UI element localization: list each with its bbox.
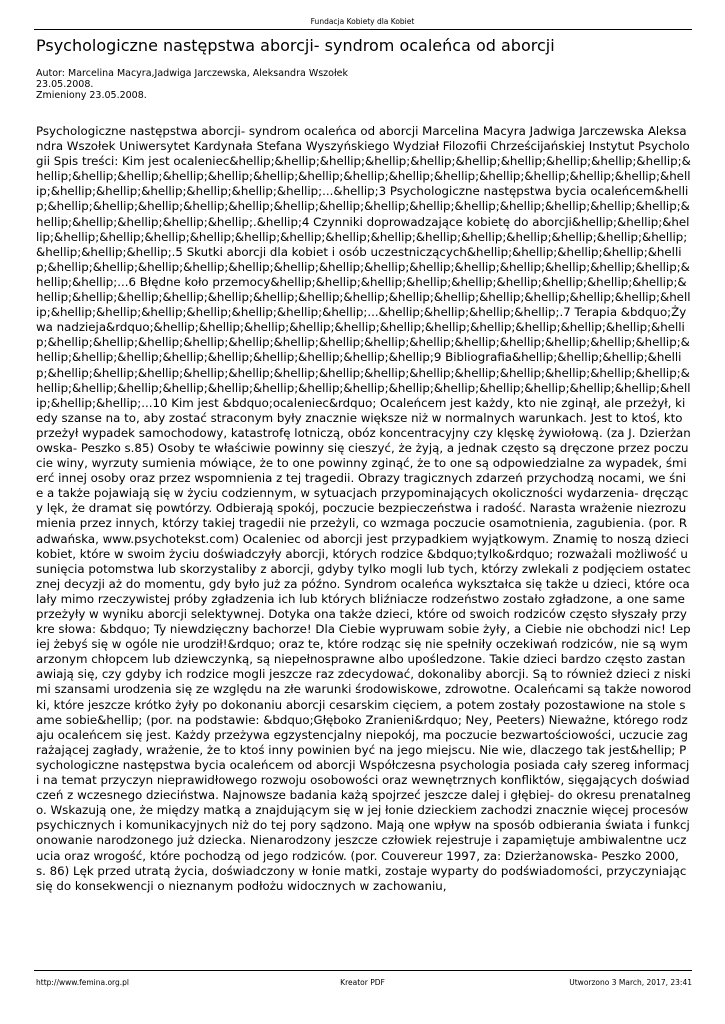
article-title: Psychologiczne następstwa aborcji- syndrom ocaleńca od aborcji	[36, 36, 555, 55]
article-body: Psychologiczne następstwa aborcji- syndrom ocaleńca od aborcji Marcelina Macyra Jadwiga Jarczewska Aleksandra Wszołek Uniwersytet Kardynała Stefana Wyszyńskiego Wydział Filozofii Chrześcijańskiej Instytut Psychologii Spis treści: Kim jest ocaleniec&hellip;&hellip;&hellip;&hellip;&hellip;&hellip;&hellip;&hellip;&hellip;&hellip;&hellip;&hellip;&hellip;&hellip;&hellip;&hellip;&hellip;&hellip;&hellip;&hellip;&hellip;&hellip;&hellip;&hellip;&hellip;&hellip;&hellip;&hellip;&hellip;&hellip;&hellip;...&hellip;3 Psychologiczne następstwa bycia ocaleńcem&hellip;&hellip;&hellip;&hellip;&hellip;&hellip;&hellip;&hellip;&hellip;&hellip;&hellip;&hellip;&hellip;&hellip;&hellip;&hellip;&hellip;&hellip;&hellip;&hellip;.&hellip;4 Czynniki doprowadzające kobietę do aborcji&hellip;&hellip;&hellip;&hellip;&hellip;&hellip;&hellip;&hellip;&hellip;&hellip;&hellip;&hellip;&hellip;&hellip;&hellip;&hellip;&hellip;&hellip;&hellip;&hellip;.5 Skutki aborcji dla kobiet i osób uczestniczących&hellip;&hellip;&hellip;&hellip;&hellip;&hellip;&hellip;&hellip;&hellip;&hellip;&hellip;&hellip;&hellip;&hellip;&hellip;&hellip;&hellip;&hellip;&hellip;&hellip;&hellip;...6 Błędne koło przemocy&hellip;&hellip;&hellip;&hellip;&hellip;&hellip;&hellip;&hellip;&hellip;&hellip;&hellip;&hellip;&hellip;&hellip;&hellip;&hellip;&hellip;&hellip;&hellip;&hellip;&hellip;&hellip;&hellip;&hellip;&hellip;&hellip;&hellip;&hellip;&hellip;&hellip;&hellip;...&hellip;&hellip;&hellip;&hellip;.7 Terapia &bdquo;Żywa nadzieja&rdquo;&hellip;&hellip;&hellip;&hellip;&hellip;&hellip;&hellip;&hellip;&hellip;&hellip;&hellip;&hellip;&hellip;&hellip;&hellip;&hellip;&hellip;&hellip;&hellip;&hellip;&hellip;&hellip;&hellip;&hellip;&hellip;&hellip;&hellip;&hellip;&hellip;&hellip;&hellip;&hellip;&hellip;&hellip;&hellip;9 Bibliografia&hellip;&hellip;&hellip;&hellip;&hellip;&hellip;&hellip;&hellip;&hellip;&hellip;&hellip;&hellip;&hellip;&hellip;&hellip;&hellip;&hellip;&hellip;&hellip;&hellip;&hellip;&hellip;&hellip;&hellip;&hellip;&hellip;&hellip;&hellip;&hellip;&hellip;&hellip;&hellip;&hellip;&hellip;&hellip;...10 Kim jest &bdquo;ocaleniec&rdquo; Ocaleńcem jest każdy, kto nie zginął, ale przeżył, kiedy szanse na to, aby zostać straconym były znacznie większe niż w normalnych warunkach. Jest to ktoś, kto przeżył wypadek samochodowy, katastrofę lotniczą, obóz koncentracyjny czy klęskę żywiołową. (za J. Dzierżanowska- Peszko s.85) Osoby te właściwie powinny się cieszyć, że żyją, a jednak często są dręczone przez poczucie winy, wyrzuty sumienia mówiące, że to one powinny zginąć, że to one są odpowiedzialne za wypadek, śmierć innej osoby oraz przez wspomnienia z tej tragedii. Obrazy tragicznych zdarzeń przychodzą nocami, we śnie a także pojawiają się w życiu codziennym, w sytuacjach przypominających okoliczności wydarzenia- dręczący lęk, że dramat się powtórzy. Odbierają spokój, poczucie bezpieczeństwa i radość. Narasta wrażenie niezrozumienia przez innych, którzy takiej tragedii nie przeżyli, co wzmaga poczucie osamotnienia, zagubienia. (por. Radwańska, www.psychotekst.com) Ocaleniec od aborcji jest przypadkiem wyjątkowym. Znamię to noszą dzieci kobiet, które w swoim życiu doświadczyły aborcji, których rodzice &bdquo;tylko&rdquo; rozważali możliwość usunięcia potomstwa lub skorzystaliby z aborcji, gdyby tylko mogli lub tych, którzy zwlekali z podjęciem ostatecznej decyzji aż do momentu, gdy było już za późno. Syndrom ocaleńca wykształca się także u dzieci, które ocalały mimo rzeczywistej próby zgładzenia ich lub których bliźniacze rodzeństwo zostało zgładzone, a one same przeżyły w wyniku aborcji selektywnej. Dotyka ona także dzieci, które od swoich rodziców często słyszały przykre słowa: &bdquo; Ty niewdzięczny bachorze! Dla Ciebie wypruwam sobie żyły, a Ciebie nie obchodzi nic! Lepiej żebyś się w ogóle nie urodził!&rdquo; oraz te, które rodząc się nie spełniły oczekiwań rodziców, nie są wymarzonym chłopcem lub dziewczynką, są niepełnosprawne albo upośledzone. Takie dzieci bardzo często zastanawiają się, czy gdyby ich rodzice mogli jeszcze raz zdecydować, dokonaliby aborcji. Są to również dzieci z niskimi szansami urodzenia się ze względu na złe warunki środowiskowe, zdrowotne. Ocaleńcami są także noworodki, które jeszcze krótko żyły po dokonaniu aborcji cesarskim cięciem, a potem zostały pozostawione na stole same sobie&hellip; (por. na podstawie: &bdquo;Głęboko Zranieni&rdquo; Ney, Peeters) Nieważne, którego rodzaju ocaleńcem się jest. Każdy przeżywa egzystencjalny niepokój, ma poczucie bezwartościowości, uczucie zagrażającej zagłady, wrażenie, że to ktoś inny powinien być na jego miejscu. Nie wie, dlaczego tak jest&hellip; Psychologiczne następstwa bycia ocaleńcem od aborcji Współczesna psychologia posiada cały szereg informacji na temat przyczyn nieprawidłowego rozwoju osobowości oraz wewnętrznych konfliktów, sięgających doświadczeń z wczesnego dzieciństwa. Najnowsze badania każą spojrzeć jeszcze dalej i głębiej- do okresu prenatalnego. Wskazują one, że między matką a znajdującym się w jej łonie dzieckiem zachodzi znacznie więcej procesów psychicznych i komunikacyjnych niż do tej pory sądzono. Mają one wpływ na sposób odbierania świata i funkcjonowanie narodzonego już dziecka. Nienarodzony jeszcze człowiek rejestruje i zapamiętuje ambiwalentne uczucia oraz wrogość, które pochodzą od jego rodziców. (por. Couvereur 1997, za: Dzierżanowska- Peszko 2000, s. 86) Lęk przed utratą życia, doświadczony w łonie matki, zostaje wyparty do podświadomości, przyczyniając się do konsekwencji o nieznanym podłożu widocznych w zachowaniu,	[36, 124, 692, 893]
footer-url: http://www.femina.org.pl	[36, 978, 129, 987]
header-divider	[34, 29, 692, 30]
publish-date: 23.05.2008.	[36, 79, 94, 90]
page-header: Fundacja Kobiety dla Kobiet	[310, 17, 415, 26]
author-line: Autor: Marcelina Macyra,Jadwiga Jarczewska, Aleksandra Wszołek	[36, 68, 349, 79]
footer-created: Utworzono 3 March, 2017, 23:41	[569, 978, 692, 987]
modified-date: Zmieniony 23.05.2008.	[36, 90, 147, 101]
footer-generator: Kreator PDF	[340, 978, 385, 987]
article-meta	[36, 68, 348, 101]
footer-divider	[34, 970, 692, 971]
